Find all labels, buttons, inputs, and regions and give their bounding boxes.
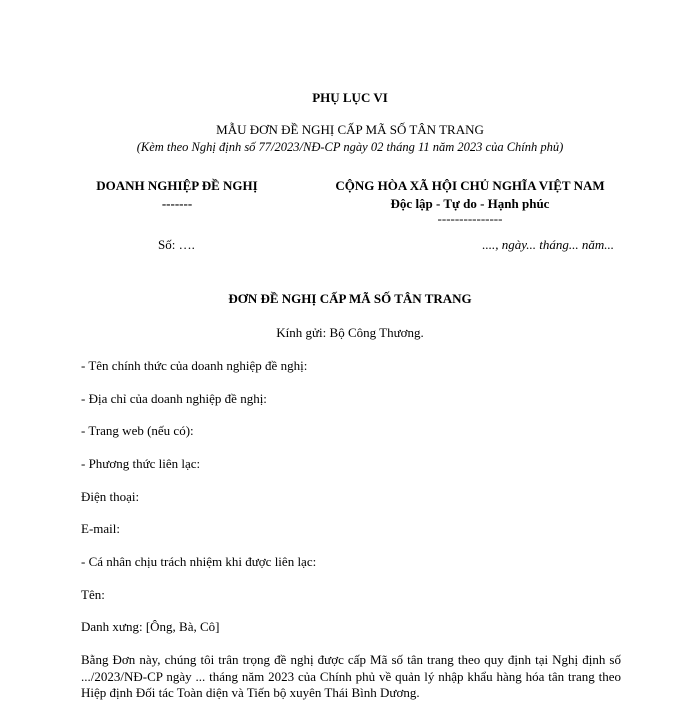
- right-header-rule: ---------------: [437, 211, 503, 226]
- field-title: Danh xưng: [Ông, Bà, Cô]: [81, 619, 220, 634]
- appendix-title: PHỤ LỤC VI: [312, 90, 388, 105]
- recipient: Kính gửi: Bộ Công Thương.: [276, 325, 424, 340]
- requesting-company-header: DOANH NGHIỆP ĐỀ NGHỊ: [96, 178, 258, 193]
- field-phone: Điện thoại:: [81, 489, 140, 504]
- field-name: Tên:: [81, 587, 105, 602]
- field-company-name: - Tên chính thức của doanh nghiệp đề nghị:: [81, 358, 308, 373]
- form-subtitle: (Kèm theo Nghị định số 77/2023/NĐ-CP ngày 02 tháng 11 năm 2023 của Chính phủ): [136, 140, 564, 154]
- field-company-address: - Địa chỉ của doanh nghiệp đề nghị:: [81, 391, 267, 406]
- date-line: ...., ngày... tháng... năm...: [482, 237, 614, 252]
- field-email: E-mail:: [81, 521, 120, 536]
- national-motto: Độc lập - Tự do - Hạnh phúc: [390, 196, 550, 211]
- field-responsible-person: - Cá nhân chịu trách nhiệm khi được liên lạc:: [81, 554, 317, 569]
- form-title: MẪU ĐƠN ĐỀ NGHỊ CẤP MÃ SỐ TÂN TRANG: [216, 122, 484, 137]
- field-website: - Trang web (nếu có):: [81, 423, 194, 438]
- request-title: ĐƠN ĐỀ NGHỊ CẤP MÃ SỐ TÂN TRANG: [228, 291, 472, 306]
- nation-header: CỘNG HÒA XÃ HỘI CHỦ NGHĨA VIỆT NAM: [335, 178, 605, 193]
- field-contact-method: - Phương thức liên lạc:: [81, 456, 201, 471]
- left-header-rule: -------: [161, 196, 193, 211]
- closing-paragraph: Bằng Đơn này, chúng tôi trân trọng đề nghị được cấp Mã số tân trang theo quy định tại Nghị định số .../2023/NĐ-CP ngày ... tháng năm 2023 của Chính phủ về quản lý nhập khẩu hàng hóa tân trang theo Hiệp định Đối tác Toàn diện và Tiến bộ xuyên Thái Bình Dương.: [81, 652, 621, 700]
- document-number: Số: ….: [158, 237, 195, 252]
